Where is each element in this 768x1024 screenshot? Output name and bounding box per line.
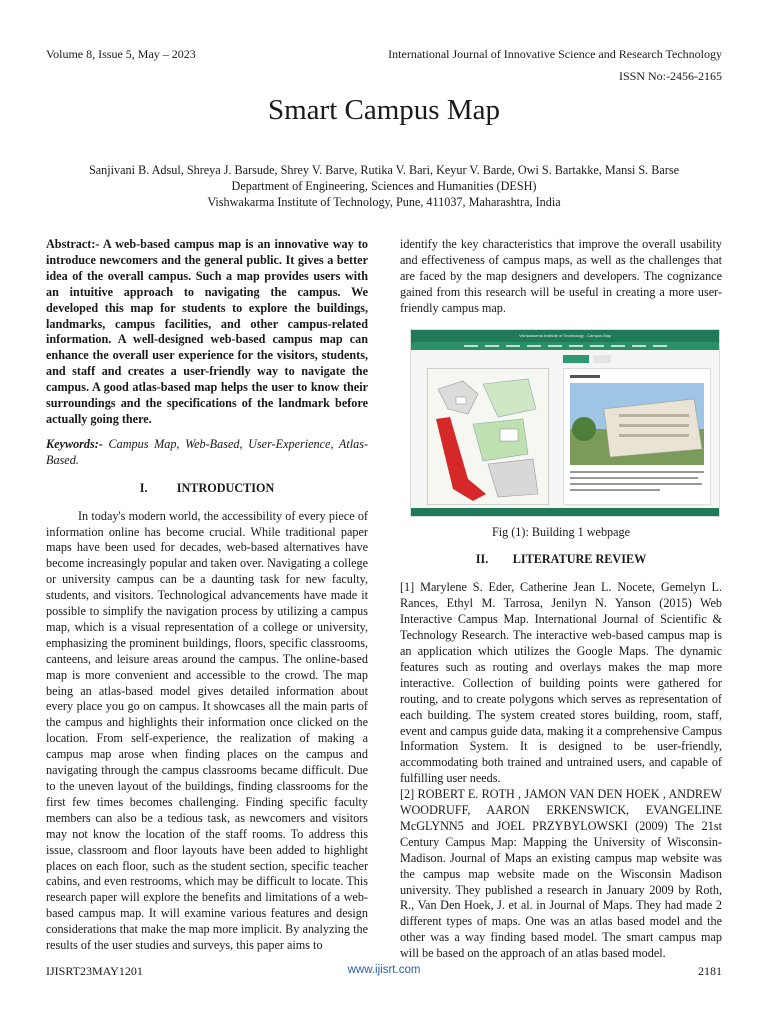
section-title: LITERATURE REVIEW (512, 552, 647, 567)
section-heading-introduction (46, 481, 368, 497)
section-number: II. (475, 552, 489, 567)
author-block (0, 162, 768, 210)
right-column (400, 237, 722, 962)
journal-website-link[interactable]: www.ijisrt.com (347, 964, 421, 976)
building-photo-and-text (564, 369, 710, 504)
author-department: Department of Engineering, Sciences and Humanities (DESH) (231, 179, 537, 193)
abstract: Abstract:- A web-based campus map is an innovative way to introduce newcomers and the general public. It gives a better idea of the overall campus. Such a map provides users with an intuitive approach to navigating the campus. We developed this map for students to explore the buildings, landmarks, campus facilities, and other campus-related information. A well-designed web-based campus map can enhance the overall user experience for the visitors, students, and staff and creates a user-friendly way to navigate the campus. A good atlas-based map helps the user to know their surroundings and the specifications of the landmark before actually going there. (46, 237, 368, 426)
issn: ISSN No:-2456-2165 (618, 69, 722, 83)
introduction-paragraph: In today's modern world, the accessibility of every piece of information online has become crucial. While traditional paper maps have been used for decades, web-based alternatives have become increasingly popular and taken over. Navigating a college or university campus can be a daunting task for new faculty, students, and visitors. Technological advancements have made it possible to simplify the navigation process by utilizing a campus map, which is a visual representation of a college or university, emphasizing the prominent buildings, floors, specific classrooms, canteens, and leisure areas around the campus. The online-based map is more convenient and accessible to the crowd. The map being an atlas-based model gives detailed information about every place you go on campus. It showcases all the main parts of the campus and highlights their information once clicked on the location. From self-experience, the realization of making a campus map arose when finding places on the campus and navigating through the campus classrooms became difficult. Due to the uneven layout of the buildings, finding classrooms for the first few times becomes challenging. Finding specific faculty members can also be a tedious task, as newcomers and visitors may not know the location of the staff rooms. To address this issue, classroom and floor layouts have been added to highlight places on each floor, such as the student section, specific teacher cabins, and even restrooms, which may be difficult to locate. This research paper will explore the benefits and limitations of a web-based campus map. It will examine various features and design considerations that make the map more implicit. By analyzing the results of the user studies and surveys, this paper aims to (46, 508, 368, 953)
keywords-text: Campus Map, Web-Based, User-Experience, Atlas-Based. (46, 436, 368, 467)
keywords-label: Keywords:- (46, 436, 103, 451)
author-names: Sanjivani B. Adsul, Shreya J. Barsude, Shrey V. Barve, Rutika V. Bari, Keyur V. Barde, Owi S. Bartakke, Mansi S. Barse (88, 163, 680, 177)
figure-app-footer (411, 508, 719, 516)
section-title: INTRODUCTION (176, 480, 275, 495)
figure-campus-map-screenshot (410, 329, 720, 517)
journal-volume: Volume 8, Issue 5, May – 2023 (46, 47, 196, 61)
figure-caption: Fig (1): Building 1 webpage (491, 524, 631, 539)
campus-map-drawing (428, 369, 548, 504)
paper-title: Smart Campus Map (268, 94, 500, 126)
keywords (46, 437, 368, 469)
figure-tab-inactive (593, 355, 611, 363)
author-institute: Vishwakarma Institute of Technology, Pune, 411037, Maharashtra, India (207, 195, 561, 209)
page-number: 2181 (698, 964, 722, 978)
figure-building-panel (563, 368, 711, 505)
section-heading-literature-review (400, 552, 722, 568)
figure-tab-active (563, 355, 589, 363)
figure-map-area (427, 368, 549, 505)
figure-app-header: Vishwakarma Institute of Technology - Campus Map (411, 330, 719, 342)
reference-2: [2] ROBERT E. ROTH , JAMON VAN DEN HOEK , ANDREW WOODRUFF, AARON ERKENSWICK, EVANGELINE McGLYNN5 and JOEL PRZYBYLOWSKI (2009) The 21st Century Campus Map: Mapping the University of Wisconsin-Madison. Journal of Maps an existing campus map website was the campus map website made on the Wisconsin Madison university. They published a research in January 2009 by Roth, R., Van Den Hoek, J. et al. in Journal of Maps. They had made 2 different types of maps. One was an atlas based model and the other was a way finding based model. The smart campus map will be based on the approach of an atlas based model. (400, 787, 722, 961)
journal-name: International Journal of Innovative Science and Research Technology (388, 47, 722, 61)
left-column (46, 237, 368, 954)
paper-id: IJISRT23MAY1201 (46, 964, 143, 978)
introduction-continued: identify the key characteristics that improve the overall usability and effectiveness of campus maps, as well as the challenges that are faced by the map designers and developers. The cognizance gained from this research will be useful in creating a more user-friendly campus map. (400, 237, 722, 315)
section-number: I. (139, 480, 148, 495)
reference-1: [1] Marylene S. Eder, Catherine Jean L. Nocete, Gemelyn L. Rances, Ethyl M. Tarrosa, Jenilyn N. Yanson (2015) Web Interactive Campus Map. International Journal of Scientific & Technology Research. The interactive web-based campus map is an application which utilizes the Google Maps. The dynamic features such as routing and overlays makes the map more interactive. Collection of building points were gathered for routing, and to create polygons which serves as representation of each building. The system created stores building, room, staff, event and campus guide data, making it a comprehensive Campus Information System. It is designed to be user-friendly, accommodating both trained and untrained users, and capable of fulfilling user needs. (400, 580, 722, 786)
figure-nav-bar (411, 342, 719, 350)
